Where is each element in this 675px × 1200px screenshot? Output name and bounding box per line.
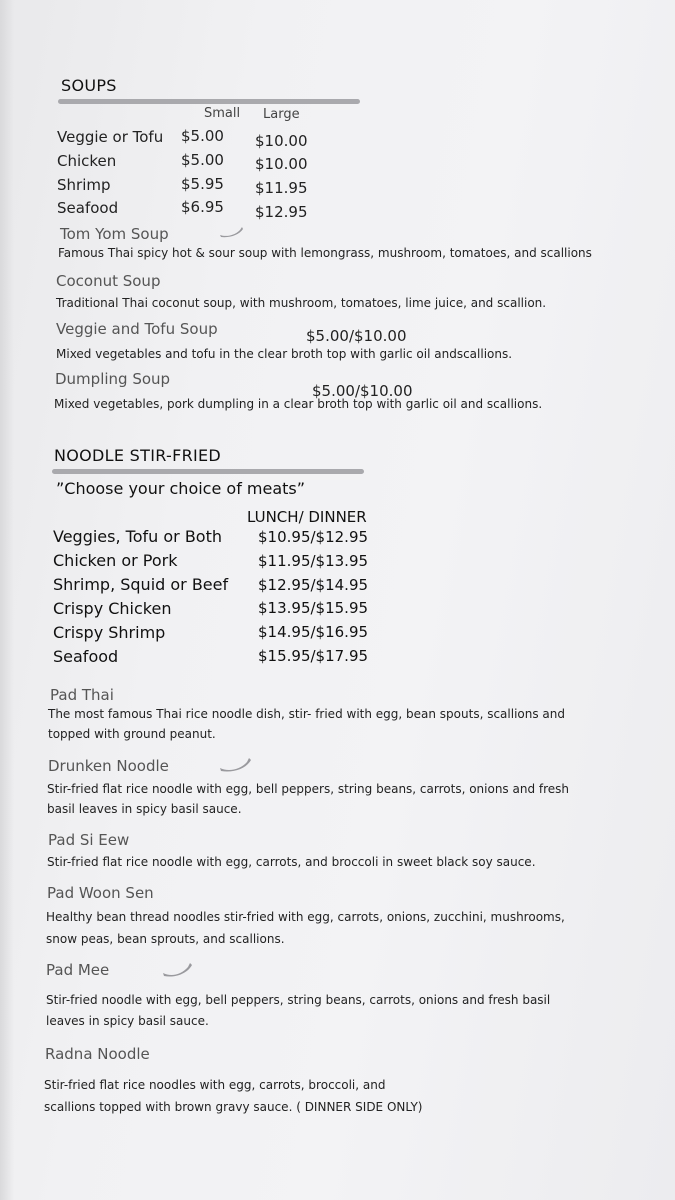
noodle-row-name: Shrimp, Squid or Beef (53, 575, 229, 594)
noodle-row-name: Veggies, Tofu or Both (53, 527, 222, 546)
soup-item-price: $5.00/$10.00 (312, 382, 413, 400)
page-shadow (0, 0, 14, 1200)
soups-col-small: Small (204, 106, 241, 121)
soup-row-small: $5.95 (181, 175, 224, 193)
noodle-row-price: $10.95/$12.95 (258, 528, 369, 546)
noodles-divider (52, 469, 364, 474)
soup-row-name: Chicken (57, 152, 117, 170)
soup-row-large: $12.95 (255, 203, 308, 221)
soup-item-desc: Traditional Thai coconut soup, with mushroom, tomatoes, lime juice, and scallion. (56, 296, 547, 310)
noodle-row-price: $11.95/$13.95 (258, 552, 369, 570)
dish-title: Pad Thai (50, 686, 114, 704)
noodle-row-name: Chicken or Pork (53, 551, 178, 570)
noodle-row-price: $12.95/$14.95 (258, 576, 369, 594)
soup-row-large: $11.95 (255, 179, 308, 197)
soups-divider (58, 99, 360, 104)
soup-row-small: $5.00 (181, 127, 224, 145)
noodle-row-price: $13.95/$15.95 (258, 599, 369, 617)
soups-heading: SOUPS (61, 76, 117, 95)
noodles-heading: NOODLE STIR-FRIED (54, 446, 222, 465)
dish-title: Pad Woon Sen (47, 884, 154, 902)
dish-desc-line: Stir-fried noodle with egg, bell peppers, string beans, carrots, onions and fresh basil (46, 993, 551, 1007)
dish-desc-line: topped with ground peanut. (48, 727, 216, 741)
soup-row-name: Seafood (57, 199, 119, 217)
dish-title: Drunken Noodle (48, 757, 169, 775)
chili-pepper-icon (161, 962, 193, 978)
soups-col-large: Large (263, 107, 300, 122)
soup-item-desc: Mixed vegetables and tofu in the clear broth top with garlic oil andscallions. (56, 347, 513, 361)
dish-desc-line: Stir-fried flat rice noodle with egg, bell peppers, string beans, carrots, onions and fresh (47, 782, 570, 796)
soup-item-price: $5.00/$10.00 (306, 327, 407, 345)
dish-desc-line: scallions topped with brown gravy sauce. ( DINNER SIDE ONLY) (44, 1100, 423, 1114)
soup-item-title: Dumpling Soup (55, 370, 171, 388)
dish-title: Pad Si Eew (48, 831, 130, 849)
dish-desc-line: The most famous Thai rice noodle dish, stir- fried with egg, bean spouts, scallions and (48, 707, 565, 721)
soup-item-title: Coconut Soup (56, 272, 161, 290)
noodles-subtitle: ”Choose your choice of meats” (56, 479, 306, 498)
soup-row-name: Veggie or Tofu (57, 128, 164, 146)
dish-title: Pad Mee (46, 961, 110, 979)
soup-row-large: $10.00 (255, 132, 308, 150)
soup-item-desc: Mixed vegetables, pork dumpling in a clear broth top with garlic oil and scallions. (54, 397, 543, 411)
noodle-row-price: $14.95/$16.95 (258, 623, 369, 641)
dish-desc-line: Stir-fried flat rice noodle with egg, carrots, and broccoli in sweet black soy sauce. (47, 855, 536, 869)
soup-item-desc: Famous Thai spicy hot & sour soup with lemongrass, mushroom, tomatoes, and scallions (58, 246, 592, 260)
dish-desc-line: leaves in spicy basil sauce. (46, 1014, 209, 1028)
dish-desc-line: basil leaves in spicy basil sauce. (47, 802, 242, 816)
chili-pepper-icon (218, 757, 252, 773)
soup-item-title: Tom Yom Soup (60, 225, 169, 243)
dish-desc-line: Healthy bean thread noodles stir-fried with egg, carrots, onions, zucchini, mushrooms, (46, 910, 565, 924)
soup-row-small: $5.00 (181, 151, 224, 169)
dish-desc-line: Stir-fried flat rice noodles with egg, carrots, broccoli, and (44, 1078, 386, 1092)
chili-pepper-icon (218, 226, 244, 238)
noodle-row-name: Crispy Chicken (53, 599, 172, 618)
noodles-col-head: LUNCH/ DINNER (247, 508, 367, 526)
noodle-row-name: Crispy Shrimp (53, 623, 166, 642)
dish-title: Radna Noodle (45, 1045, 150, 1063)
dish-desc-line: snow peas, bean sprouts, and scallions. (46, 932, 285, 946)
soup-item-title: Veggie and Tofu Soup (56, 320, 218, 338)
noodle-row-name: Seafood (53, 647, 119, 666)
soup-row-name: Shrimp (57, 176, 111, 194)
soup-row-large: $10.00 (255, 155, 308, 173)
noodle-row-price: $15.95/$17.95 (258, 647, 369, 665)
soup-row-small: $6.95 (181, 198, 224, 216)
